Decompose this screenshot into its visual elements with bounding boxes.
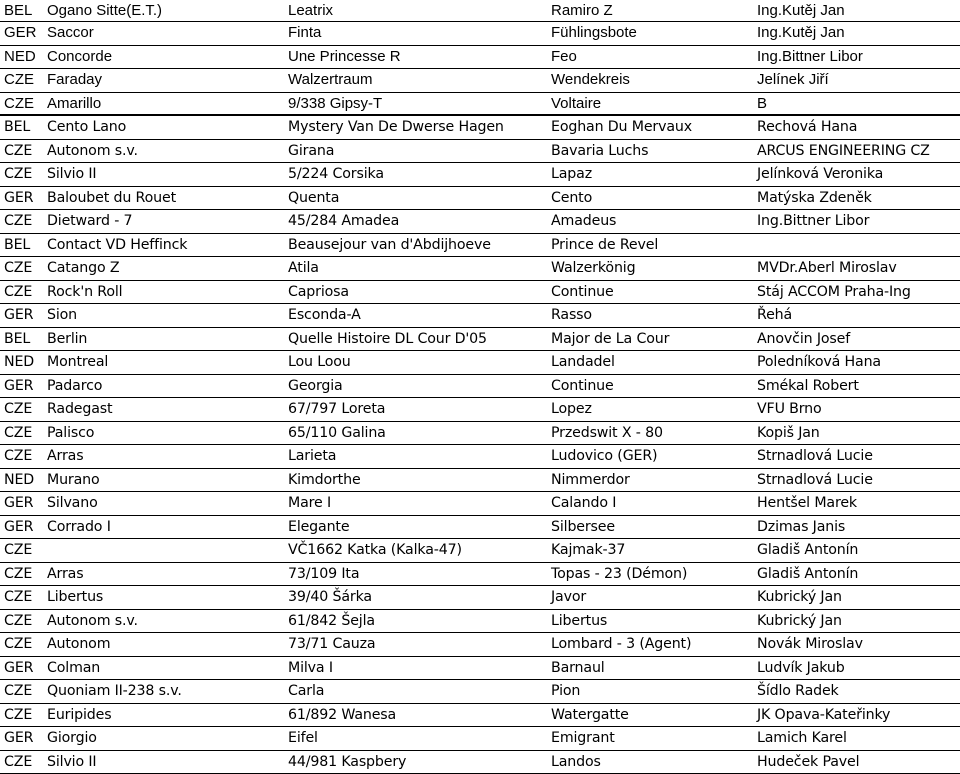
- horse-cell: Quelle Histoire DL Cour D'05: [288, 328, 487, 350]
- rider-cell: Baloubet du Rouet: [47, 187, 176, 209]
- horse-cell: Leatrix: [288, 0, 333, 22]
- sire-cell: Libertus: [551, 610, 607, 632]
- country-cell: CZE: [4, 257, 32, 279]
- country-cell: CZE: [4, 445, 32, 467]
- owner-cell: JK Opava-Kateřinky: [757, 704, 890, 726]
- rider-cell: Murano: [47, 469, 100, 491]
- horse-cell: 45/284 Amadea: [288, 210, 399, 232]
- country-cell: GER: [4, 657, 33, 679]
- table-row: [0, 328, 960, 352]
- sire-cell: Przedswit X - 80: [551, 422, 663, 444]
- horse-cell: 61/842 Šejla: [288, 610, 375, 632]
- country-cell: CZE: [4, 398, 32, 420]
- table-row: [0, 610, 960, 634]
- rider-cell: Concorde: [47, 46, 112, 68]
- country-cell: CZE: [4, 140, 32, 162]
- country-cell: CZE: [4, 93, 34, 115]
- table-row: [0, 422, 960, 446]
- owner-cell: Matýska Zdeněk: [757, 187, 872, 209]
- country-cell: BEL: [4, 0, 32, 22]
- country-cell: GER: [4, 492, 33, 514]
- horse-cell: Lou Loou: [288, 351, 351, 373]
- owner-cell: Řehá: [757, 304, 792, 326]
- table-row: [0, 586, 960, 610]
- horse-cell: Capriosa: [288, 281, 349, 303]
- owner-cell: VFU Brno: [757, 398, 822, 420]
- sire-cell: Lapaz: [551, 163, 592, 185]
- sire-cell: Landadel: [551, 351, 615, 373]
- rider-cell: Rock'n Roll: [47, 281, 122, 303]
- rider-cell: Quoniam II-238 s.v.: [47, 680, 182, 702]
- country-cell: CZE: [4, 680, 32, 702]
- sire-cell: Continue: [551, 281, 614, 303]
- horse-cell: 44/981 Kaspbery: [288, 751, 406, 773]
- table-row: [0, 69, 960, 93]
- rider-cell: Palisco: [47, 422, 94, 444]
- owner-cell: Rechová Hana: [757, 116, 857, 138]
- sire-cell: Feo: [551, 46, 577, 68]
- country-cell: GER: [4, 187, 33, 209]
- country-cell: GER: [4, 516, 33, 538]
- rider-cell: Berlin: [47, 328, 87, 350]
- horse-cell: Carla: [288, 680, 324, 702]
- horse-cell: Eifel: [288, 727, 318, 749]
- rider-cell: Autonom s.v.: [47, 140, 138, 162]
- owner-cell: Ing.Bittner Libor: [757, 210, 869, 232]
- owner-cell: Kopiš Jan: [757, 422, 820, 444]
- sire-cell: Cento: [551, 187, 592, 209]
- country-cell: GER: [4, 304, 33, 326]
- horse-cell: 9/338 Gipsy-T: [288, 93, 382, 115]
- table-row: [0, 539, 960, 563]
- table-row: [0, 563, 960, 587]
- table-row: [0, 375, 960, 399]
- table-row: [0, 140, 960, 164]
- country-cell: GER: [4, 22, 37, 44]
- sire-cell: Ludovico (GER): [551, 445, 657, 467]
- table-row: [0, 469, 960, 493]
- sire-cell: Nimmerdor: [551, 469, 630, 491]
- owner-cell: MVDr.Aberl Miroslav: [757, 257, 897, 279]
- rider-cell: Corrado I: [47, 516, 111, 538]
- rider-cell: Giorgio: [47, 727, 97, 749]
- horse-cell: Elegante: [288, 516, 349, 538]
- owner-cell: Ing.Kutěj Jan: [757, 22, 845, 44]
- owner-cell: Poledníková Hana: [757, 351, 881, 373]
- country-cell: CZE: [4, 69, 34, 91]
- horse-cell: Georgia: [288, 375, 343, 397]
- country-cell: CZE: [4, 586, 32, 608]
- country-cell: CZE: [4, 751, 32, 773]
- sire-cell: Lopez: [551, 398, 592, 420]
- sire-cell: Javor: [551, 586, 586, 608]
- owner-cell: Strnadlová Lucie: [757, 469, 873, 491]
- table-row: [0, 680, 960, 704]
- owner-cell: Anovčin Josef: [757, 328, 850, 350]
- rider-cell: Montreal: [47, 351, 108, 373]
- country-cell: CZE: [4, 281, 32, 303]
- table-row: [0, 398, 960, 422]
- horse-cell: 73/109 Ita: [288, 563, 359, 585]
- sire-cell: Watergatte: [551, 704, 629, 726]
- table-row: [0, 281, 960, 305]
- table-row: [0, 516, 960, 540]
- rider-cell: Faraday: [47, 69, 102, 91]
- rider-cell: Dietward - 7: [47, 210, 132, 232]
- rider-cell: Silvio II: [47, 751, 96, 773]
- sire-cell: Barnaul: [551, 657, 605, 679]
- owner-cell: Ing.Kutěj Jan: [757, 0, 845, 22]
- sire-cell: Voltaire: [551, 93, 601, 115]
- table-row: [0, 751, 960, 774]
- rider-cell: Contact VD Heffinck: [47, 234, 187, 256]
- table-row: [0, 257, 960, 281]
- owner-cell: Strnadlová Lucie: [757, 445, 873, 467]
- country-cell: CZE: [4, 563, 32, 585]
- owner-cell: Šídlo Radek: [757, 680, 839, 702]
- country-cell: CZE: [4, 210, 32, 232]
- horse-cell: Mare I: [288, 492, 331, 514]
- table-row: [0, 234, 960, 258]
- sire-cell: Calando I: [551, 492, 616, 514]
- sire-cell: Major de La Cour: [551, 328, 669, 350]
- country-cell: BEL: [4, 234, 30, 256]
- owner-cell: Novák Miroslav: [757, 633, 863, 655]
- horse-cell: Kimdorthe: [288, 469, 361, 491]
- rider-cell: Padarco: [47, 375, 102, 397]
- table-row: [0, 727, 960, 751]
- sire-cell: Bavaria Luchs: [551, 140, 648, 162]
- owner-cell: Kubrický Jan: [757, 610, 842, 632]
- sire-cell: Lombard - 3 (Agent): [551, 633, 691, 655]
- rider-cell: Autonom: [47, 633, 110, 655]
- owner-cell: Stáj ACCOM Praha-Ing: [757, 281, 911, 303]
- owner-cell: Ing.Bittner Libor: [757, 46, 863, 68]
- owner-cell: B: [757, 93, 767, 115]
- rider-cell: Colman: [47, 657, 100, 679]
- owner-cell: Jelínek Jiří: [757, 69, 829, 91]
- country-cell: CZE: [4, 633, 32, 655]
- owner-cell: ARCUS ENGINEERING CZ: [757, 140, 930, 162]
- rider-cell: Cento Lano: [47, 116, 126, 138]
- owner-cell: Hentšel Marek: [757, 492, 857, 514]
- horse-cell: 61/892 Wanesa: [288, 704, 396, 726]
- horse-cell: Mystery Van De Dwerse Hagen: [288, 116, 504, 138]
- horse-cell: 73/71 Cauza: [288, 633, 375, 655]
- country-cell: CZE: [4, 422, 32, 444]
- table-row: [0, 210, 960, 234]
- sire-cell: Rasso: [551, 304, 592, 326]
- sire-cell: Emigrant: [551, 727, 615, 749]
- table-row: [0, 492, 960, 516]
- rider-cell: Silvano: [47, 492, 98, 514]
- table-row: [0, 46, 960, 70]
- rider-cell: Silvio II: [47, 163, 96, 185]
- country-cell: BEL: [4, 328, 30, 350]
- horse-cell: 67/797 Loreta: [288, 398, 385, 420]
- rider-cell: Radegast: [47, 398, 112, 420]
- rider-cell: Autonom s.v.: [47, 610, 138, 632]
- sire-cell: Landos: [551, 751, 601, 773]
- horse-cell: 65/110 Galina: [288, 422, 386, 444]
- country-cell: NED: [4, 46, 36, 68]
- horse-cell: Quenta: [288, 187, 339, 209]
- sire-cell: Eoghan Du Mervaux: [551, 116, 692, 138]
- owner-cell: Kubrický Jan: [757, 586, 842, 608]
- sire-cell: Pion: [551, 680, 580, 702]
- owner-cell: Smékal Robert: [757, 375, 859, 397]
- owner-cell: Dzimas Janis: [757, 516, 845, 538]
- sire-cell: Kajmak-37: [551, 539, 625, 561]
- table-row: [0, 163, 960, 187]
- owner-cell: Gladiš Antonín: [757, 563, 858, 585]
- rider-cell: Euripides: [47, 704, 111, 726]
- country-cell: GER: [4, 727, 33, 749]
- country-cell: NED: [4, 469, 34, 491]
- table-row: [0, 445, 960, 469]
- table-row: [0, 22, 960, 46]
- table-row: [0, 0, 960, 22]
- country-cell: CZE: [4, 539, 32, 561]
- owner-cell: Gladiš Antonín: [757, 539, 858, 561]
- horse-cell: Beausejour van d'Abdijhoeve: [288, 234, 491, 256]
- horse-cell: VČ1662 Katka (Kalka-47): [288, 539, 462, 561]
- sire-cell: Ramiro Z: [551, 0, 613, 22]
- sire-cell: Topas - 23 (Démon): [551, 563, 687, 585]
- sire-cell: Wendekreis: [551, 69, 630, 91]
- country-cell: CZE: [4, 163, 32, 185]
- rider-cell: Saccor: [47, 22, 94, 44]
- table-row: [0, 93, 960, 117]
- rider-cell: Libertus: [47, 586, 103, 608]
- country-cell: BEL: [4, 116, 30, 138]
- rider-cell: Ogano Sitte(E.T.): [47, 0, 162, 22]
- horse-cell: Atila: [288, 257, 319, 279]
- owner-cell: Jelínková Veronika: [757, 163, 883, 185]
- horse-cell: Finta: [288, 22, 321, 44]
- table-row: [0, 304, 960, 328]
- table-row: [0, 657, 960, 681]
- country-cell: NED: [4, 351, 34, 373]
- horse-cell: Larieta: [288, 445, 336, 467]
- sire-cell: Prince de Revel: [551, 234, 658, 256]
- country-cell: CZE: [4, 704, 32, 726]
- table-row: [0, 704, 960, 728]
- horse-cell: Milva I: [288, 657, 333, 679]
- sire-cell: Silbersee: [551, 516, 615, 538]
- table-row: [0, 633, 960, 657]
- owner-cell: Lamich Karel: [757, 727, 847, 749]
- horse-cell: 5/224 Corsika: [288, 163, 384, 185]
- table-row: [0, 351, 960, 375]
- horse-cell: Walzertraum: [288, 69, 372, 91]
- horse-cell: Une Princesse R: [288, 46, 401, 68]
- table-row: [0, 116, 960, 140]
- horse-cell: 39/40 Šárka: [288, 586, 372, 608]
- sire-cell: Fühlingsbote: [551, 22, 637, 44]
- owner-cell: Ludvík Jakub: [757, 657, 845, 679]
- rider-cell: Catango Z: [47, 257, 119, 279]
- table-row: [0, 187, 960, 211]
- horse-cell: Esconda-A: [288, 304, 361, 326]
- rider-cell: Arras: [47, 563, 83, 585]
- rider-cell: Arras: [47, 445, 83, 467]
- sire-cell: Walzerkönig: [551, 257, 635, 279]
- country-cell: GER: [4, 375, 33, 397]
- owner-cell: Hudeček Pavel: [757, 751, 859, 773]
- rider-cell: Amarillo: [47, 93, 101, 115]
- sire-cell: Amadeus: [551, 210, 616, 232]
- rider-cell: Sion: [47, 304, 77, 326]
- country-cell: CZE: [4, 610, 32, 632]
- horse-cell: Girana: [288, 140, 334, 162]
- sire-cell: Continue: [551, 375, 614, 397]
